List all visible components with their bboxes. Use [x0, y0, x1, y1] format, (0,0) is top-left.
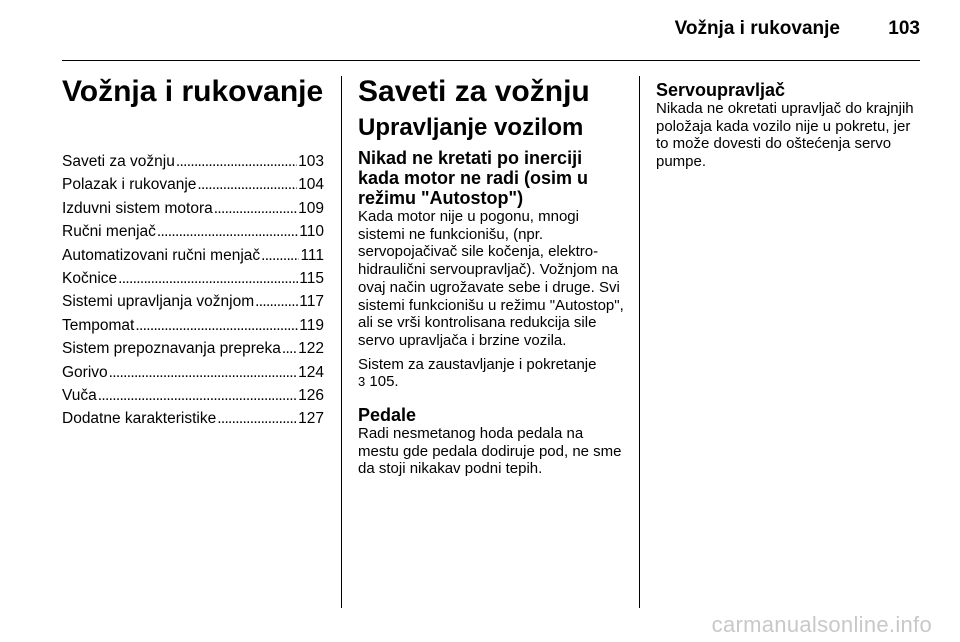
steering-heading: Servoupravljač [656, 80, 786, 100]
running-header-title: Vožnja i rukovanje [674, 18, 840, 39]
toc-entry-title: Vuča [62, 387, 97, 405]
toc-entry-page: 115 [299, 270, 324, 288]
toc-column [62, 74, 324, 431]
toc-leader [109, 361, 297, 384]
cross-reference-page: 105. [369, 373, 399, 391]
column-divider-2 [639, 76, 640, 608]
toc-entry[interactable] [62, 267, 324, 290]
toc-entry-title: Ručni menjač [62, 223, 156, 241]
toc-entry-page: 104 [298, 176, 324, 194]
toc-entry-title: Kočnice [62, 270, 118, 288]
toc-entry-page: 122 [298, 340, 324, 358]
toc-entry-page: 111 [300, 246, 324, 264]
toc-entry[interactable] [62, 173, 324, 196]
toc-entry-page: 103 [298, 153, 324, 170]
toc-leader [261, 244, 299, 267]
toc-entry-page: 126 [298, 387, 324, 405]
header-rule [62, 60, 920, 61]
toc-entry-title: Tempomat [62, 316, 135, 334]
watermark: carmanualsonline.info [711, 612, 932, 637]
toc-entry-title: Automatizovani ručni menjač [62, 246, 261, 264]
toc-entry[interactable] [62, 197, 324, 220]
toc-entry-title: Polazak i rukovanje [62, 176, 197, 194]
toc-leader [98, 384, 297, 407]
toc-entry-title: Izduvni sistem motora [62, 199, 213, 217]
toc-entry-title: Sistemi upravljanja vožnjom [62, 293, 255, 311]
steering-body: Nikada ne okretati upravljač do krajnjih položaja kada vozilo nije u pokretu, jer to može dovesti do oštećenja servo pumpe. [656, 100, 914, 171]
toc-entry-page: 127 [298, 410, 324, 428]
toc-entry-page: 124 [298, 363, 324, 381]
toc-entry-page: 119 [299, 316, 324, 334]
coasting-heading: Nikad ne kretati po inerciji kada motor ne radi (osim u režimu "Autostop") [358, 148, 589, 208]
chapter-title: Vožnja i rukovanje [62, 75, 324, 108]
toc-entry[interactable] [62, 290, 324, 313]
column-divider-1 [341, 76, 342, 608]
toc-leader [197, 173, 297, 196]
coasting-body: Kada motor nije u pogonu, mnogi sistemi ne funkcionišu, (npr. servopojačivač sile kočenja, elektro-hidraulični servoupravljač). Vožnjom na ovaj način ugrožavate sebe i druge. Svi sistemi funkcionišu u režimu "Autostop", ali se vrši kontrolisana redukcija sile servo upravljača i brzine vozila. [358, 208, 624, 349]
toc-entry-page: 109 [298, 199, 324, 217]
right-column [656, 74, 920, 171]
toc-entry[interactable] [62, 150, 324, 173]
table-of-contents [62, 150, 324, 431]
toc-leader [217, 407, 297, 430]
toc-leader [214, 197, 297, 220]
toc-leader [157, 220, 298, 243]
toc-entry-page: 110 [299, 223, 324, 241]
toc-entry[interactable] [62, 314, 324, 337]
main-column [358, 74, 624, 478]
toc-entry[interactable] [62, 407, 324, 430]
toc-entry-title: Saveti za vožnju [62, 153, 175, 170]
section-subtitle: Upravljanje vozilom [358, 114, 584, 141]
toc-leader [255, 290, 298, 313]
toc-leader [135, 314, 298, 337]
toc-entry[interactable] [62, 220, 324, 243]
toc-leader [176, 150, 297, 173]
toc-entry-page: 117 [299, 293, 324, 311]
toc-entry[interactable] [62, 384, 324, 407]
toc-entry-title: Sistem prepoznavanja prepreka [62, 340, 281, 358]
pedals-body: Radi nesmetanog hoda pedala na mestu gde pedala dodiruje pod, ne sme da stoji nikakav podni tepih. [358, 425, 622, 478]
cross-reference-arrow-icon: 3 [358, 374, 366, 390]
toc-leader [118, 267, 298, 290]
toc-entry[interactable] [62, 337, 324, 360]
cross-reference[interactable] [358, 356, 624, 391]
toc-leader [282, 337, 297, 360]
toc-entry-title: Gorivo [62, 363, 108, 381]
pedals-heading: Pedale [358, 405, 417, 426]
cross-reference-text: Sistem za zaustavljanje i pokretanje [358, 355, 597, 373]
toc-entry-title: Dodatne karakteristike [62, 410, 217, 428]
toc-entry[interactable] [62, 361, 324, 384]
section-title: Saveti za vožnju [358, 75, 590, 108]
toc-entry[interactable] [62, 244, 324, 267]
page-number: 103 [888, 18, 920, 39]
